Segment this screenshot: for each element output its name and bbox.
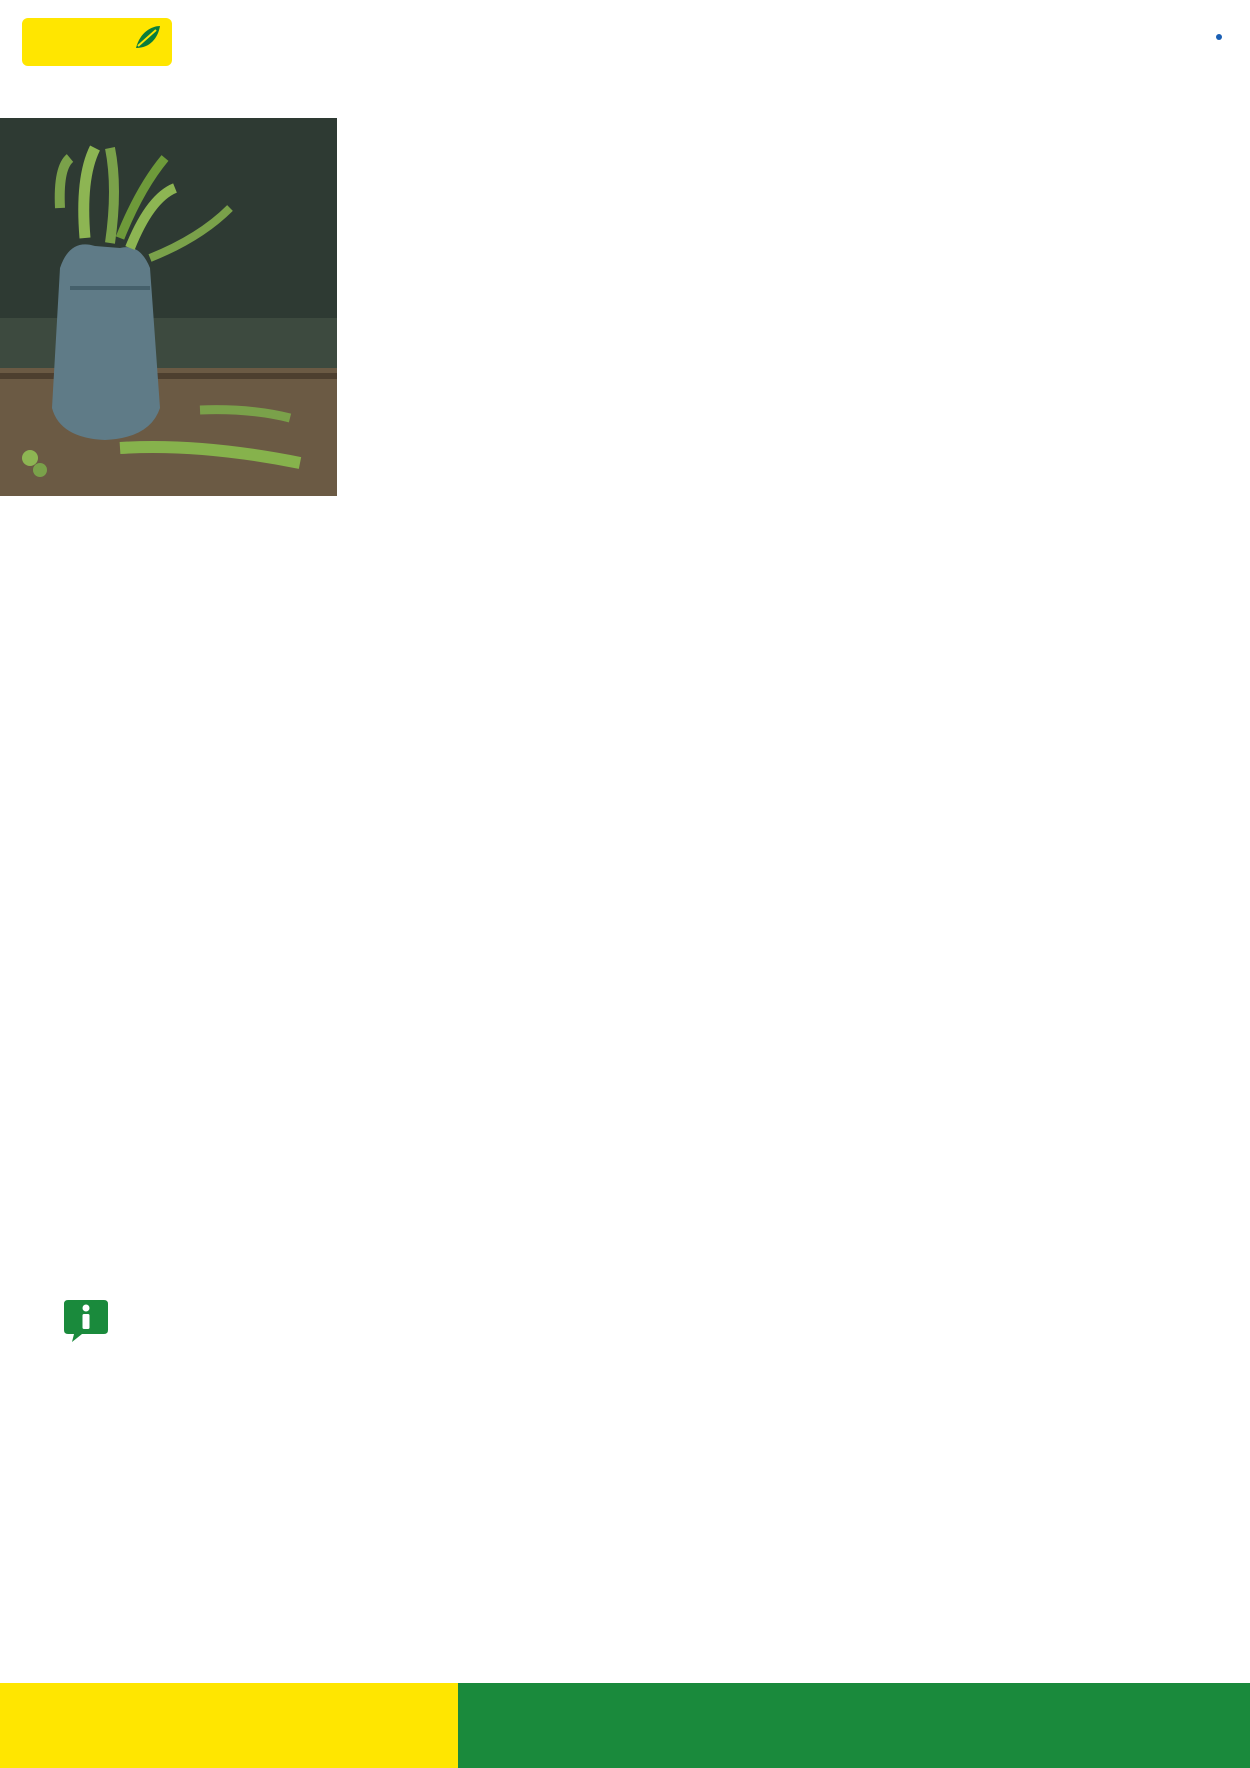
print-mark-icon bbox=[1214, 32, 1224, 42]
footer-banner bbox=[0, 1683, 1250, 1768]
ufa-logo bbox=[22, 18, 172, 66]
leaf-icon bbox=[134, 24, 162, 52]
footer-tagline-box bbox=[458, 1683, 1250, 1768]
info-icon bbox=[62, 1296, 110, 1344]
footer-slogan-box bbox=[0, 1683, 458, 1768]
hero-photo-peas-in-jug bbox=[0, 118, 337, 496]
page-header bbox=[0, 0, 1250, 100]
